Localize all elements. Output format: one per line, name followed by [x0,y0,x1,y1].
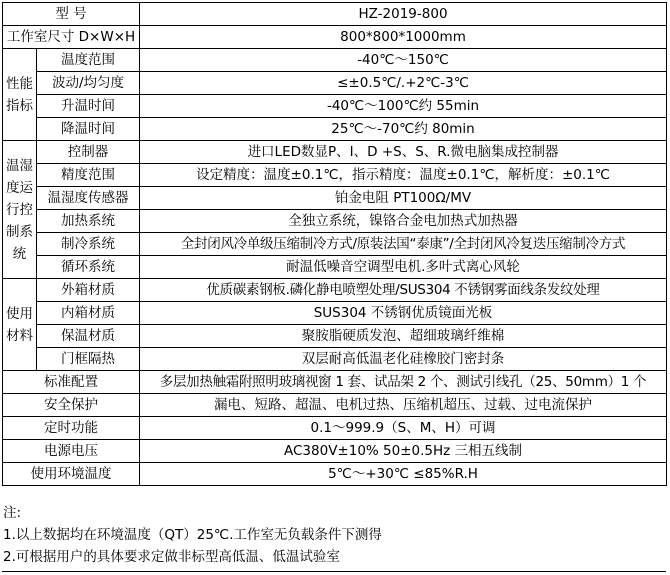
group-label-line: 材料 [6,327,33,344]
table-row [3,440,667,463]
table-row [3,95,667,118]
row-value: 多层加热触霜附照明玻璃视窗 1 套、试品架 2 个、测试引线孔（25、50mm）1 个 [140,371,667,394]
model-label: 型 号 [3,3,140,26]
row-value: 全独立系统，镍铬合金电加热式加热器 [140,210,667,233]
row-value: 5℃～+30℃ ≤85%R.H [140,463,667,486]
row-value: 双层耐高低温老化硅橡胶门密封条 [140,348,667,371]
row-label: 温度范围 [37,49,140,72]
row-label: 制冷系统 [37,233,140,256]
row-label: 电源电压 [3,440,140,463]
row-value: 优质碳素钢板.磷化静电喷塑处理/SUS304 不锈钢雾面线条发纹处理 [140,279,667,302]
row-label: 温湿度传感器 [37,187,140,210]
row-label: 控制器 [37,141,140,164]
row-value: ≤±0.5℃/.+2℃-3℃ [140,72,667,95]
notes-title: 注: [3,505,22,521]
table-row [3,417,667,440]
group-label-line: 制系 [6,223,33,240]
row-value: -40℃～100℃约 55min [140,95,667,118]
table-row [3,164,667,187]
row-label: 安全保护 [3,394,140,417]
chamber-size-value: 800*800*1000mm [140,26,667,49]
group-label-line: 性能 [6,75,33,92]
group-label-line: 温湿 [6,157,33,174]
group-label-line: 度运 [6,179,33,196]
row-value: 全封闭风冷单级压缩制冷方式/原装法国“泰康”/全封闭风冷复迭压缩制冷方式 [140,233,667,256]
row-value: 25℃～-70℃约 80min [140,118,667,141]
chamber-size-label: 工作室尺寸 D×W×H [3,26,140,49]
spec-table [2,2,667,486]
row-label: 门框隔热 [37,348,140,371]
table-row [3,72,667,95]
row-label: 加热系统 [37,210,140,233]
table-row [3,187,667,210]
table-row [3,256,667,279]
note-line: 2.可根据用户的具体要求定做非标型高低温、低温试验室 [3,549,340,565]
table-row [3,348,667,371]
row-label: 升温时间 [37,95,140,118]
table-row [3,233,667,256]
table-row [3,463,667,486]
note-line: 1.以上数据均在环境温度（QT）25℃.工作室无负载条件下测得 [3,527,382,543]
row-value: 0.1～999.9（S、M、H）可调 [140,417,667,440]
row-value: 耐温低噪音空调型电机.多叶式离心风轮 [140,256,667,279]
table-row [3,302,667,325]
row-value: 漏电、短路、超温、电机过热、压缩机超压、过载、过电流保护 [140,394,667,417]
row-value: AC380V±10% 50±0.5Hz 三相五线制 [140,440,667,463]
group-label-control-system [3,141,37,279]
row-value: SUS304 不锈钢优质镜面光板 [140,302,667,325]
group-label-line: 统 [12,245,27,262]
row-value: 铂金电阻 PT100Ω/MV [140,187,667,210]
row-label: 使用环境温度 [3,463,140,486]
row-label: 波动/均匀度 [37,72,140,95]
group-label-performance [3,49,37,141]
table-row [3,325,667,348]
table-row [3,141,667,164]
table-row [3,394,667,417]
table-row [3,26,667,49]
model-value: HZ-2019-800 [140,3,667,26]
row-label: 定时功能 [3,417,140,440]
table-row [3,279,667,302]
group-label-line: 使用 [6,305,33,322]
row-label: 精度范围 [37,164,140,187]
row-value: 设定精度：温度±0.1℃，指示精度：温度±0.1℃，解析度：±0.1℃ [140,164,667,187]
group-label-line: 指标 [6,97,33,114]
row-value: 聚胺脂硬质发泡、超细玻璃纤维棉 [140,325,667,348]
row-label: 标准配置 [3,371,140,394]
table-row [3,118,667,141]
row-label: 降温时间 [37,118,140,141]
table-row [3,3,667,26]
row-label: 内箱材质 [37,302,140,325]
row-value: 进口LED数显P、I、D +S、S、R.微电脑集成控制器 [140,141,667,164]
table-row [3,49,667,72]
row-value: -40℃～150℃ [140,49,667,72]
group-label-materials [3,279,37,371]
table-row [3,210,667,233]
row-label: 循环系统 [37,256,140,279]
bottom-divider [2,571,666,572]
row-label: 外箱材质 [37,279,140,302]
row-label: 保温材质 [37,325,140,348]
table-row [3,371,667,394]
group-label-line: 行控 [6,201,33,218]
notes-section [3,502,663,568]
